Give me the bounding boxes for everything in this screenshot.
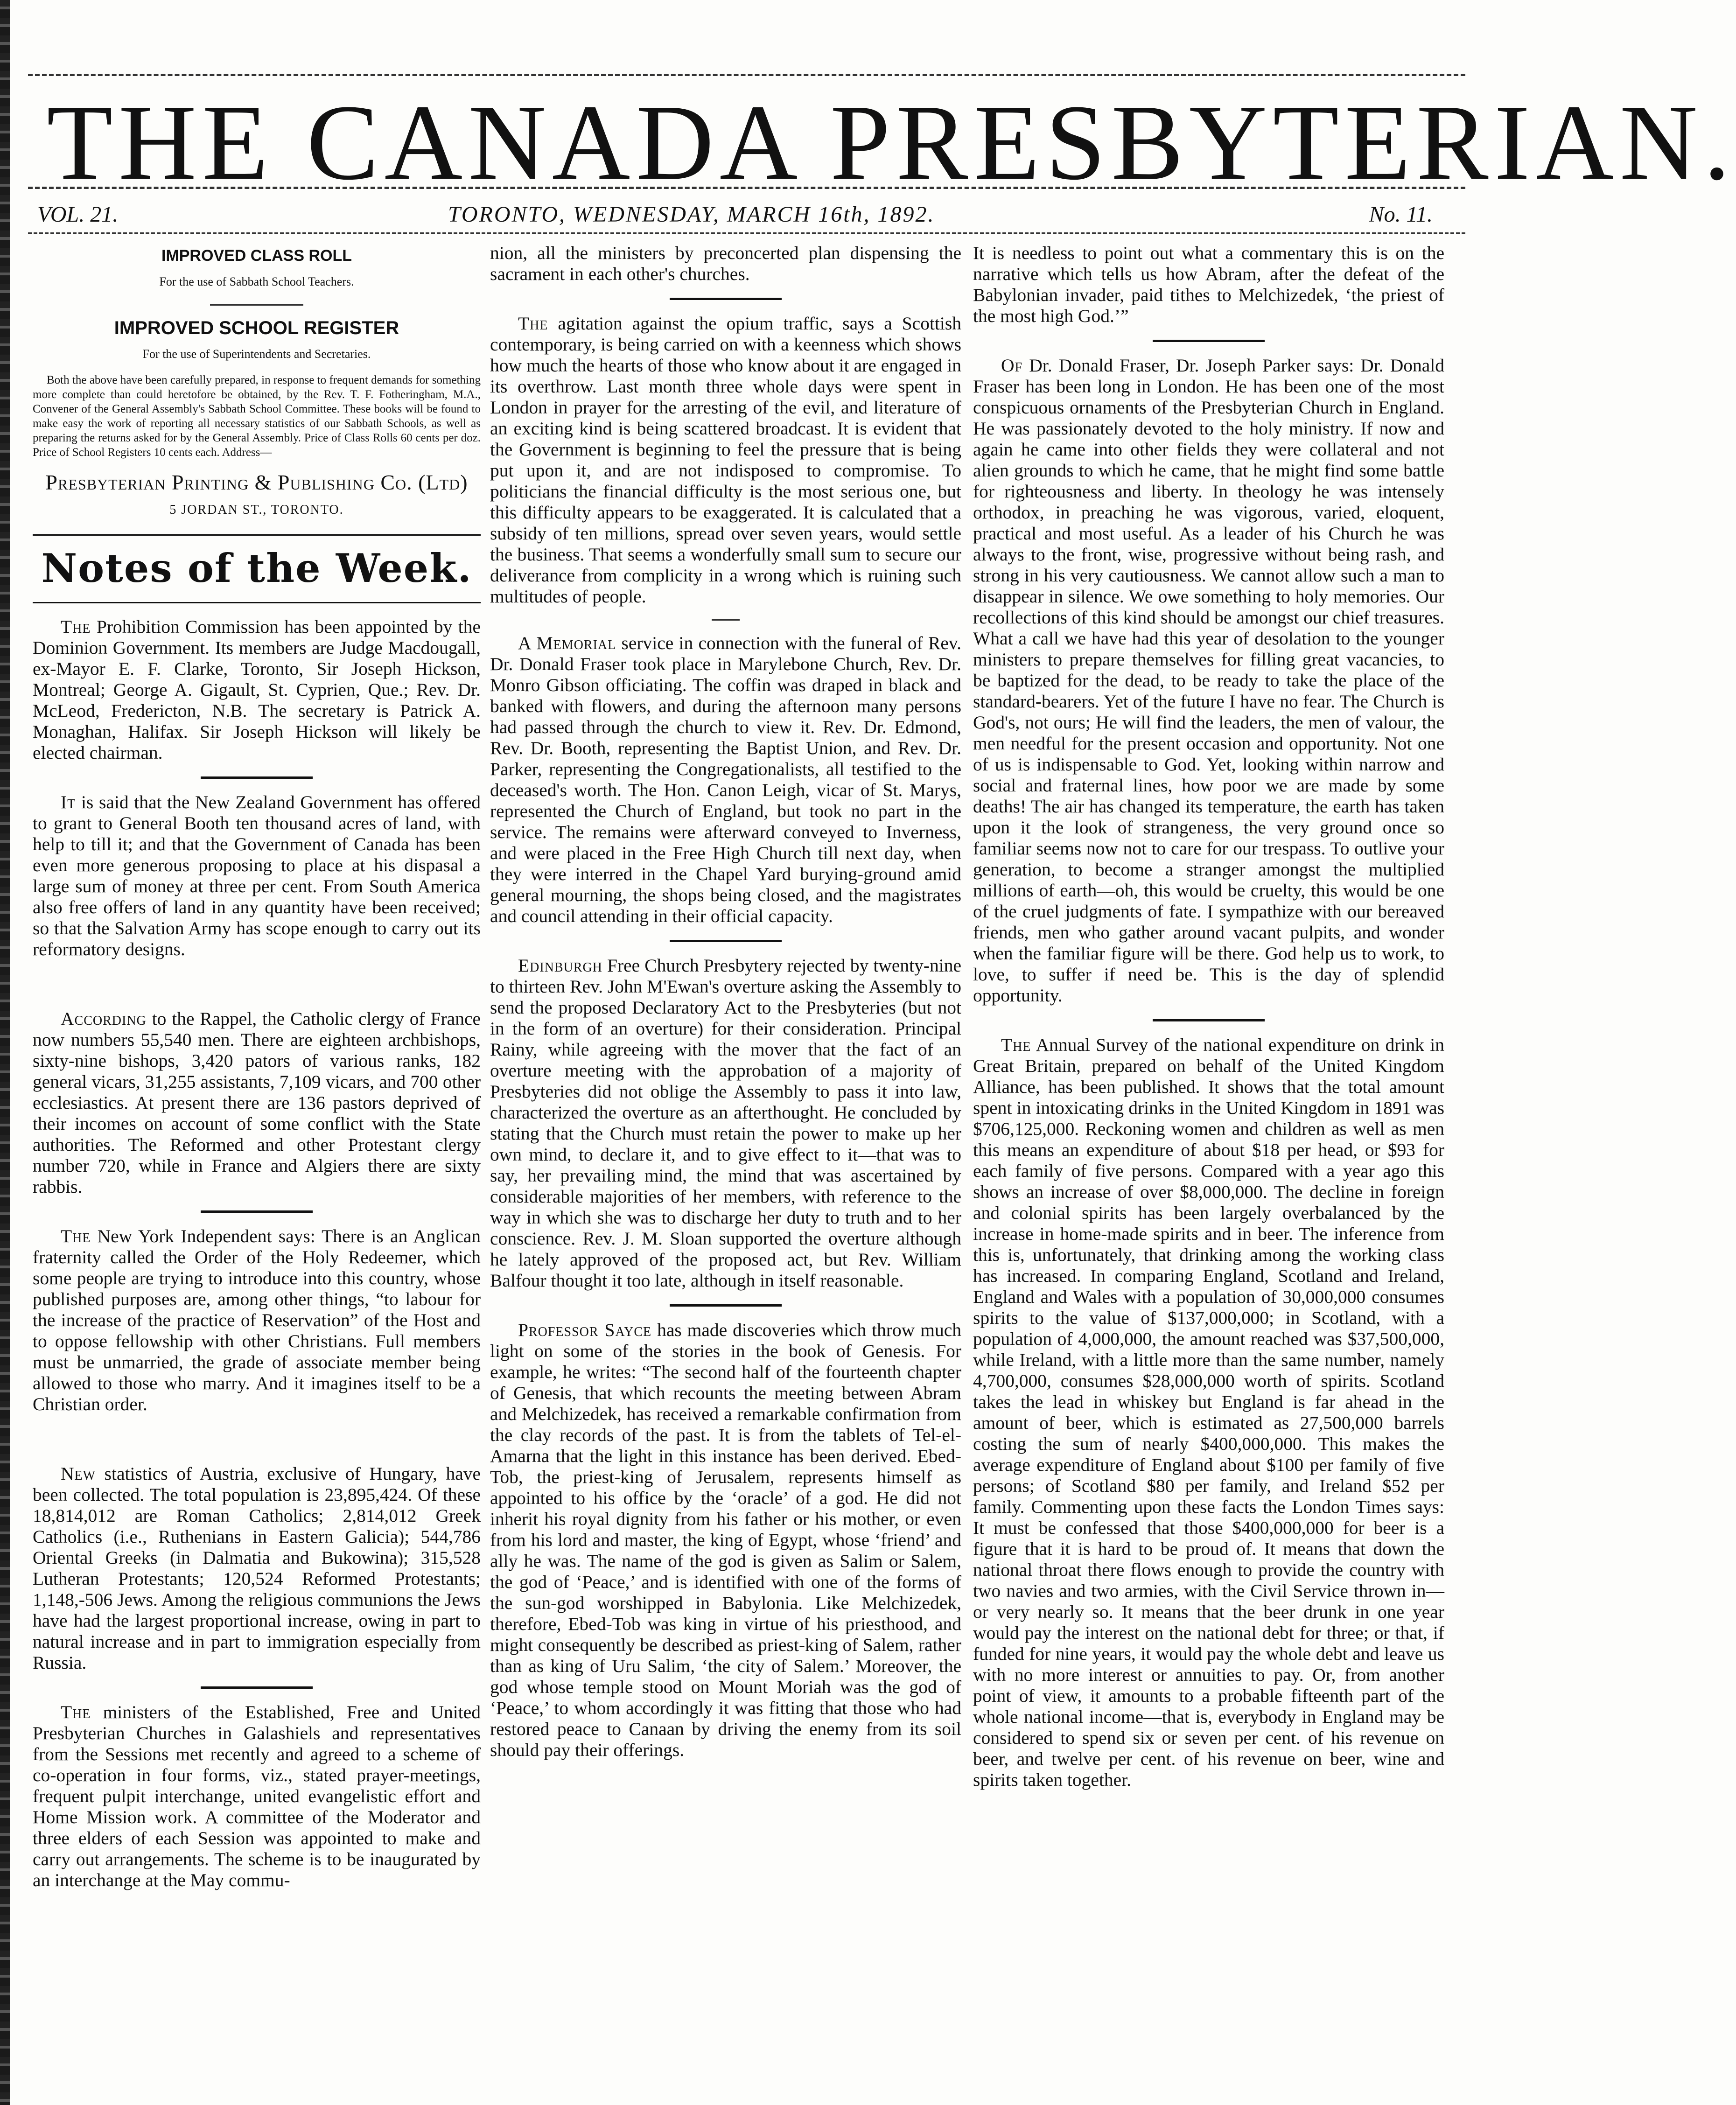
ad-rule [210,304,303,306]
article-separator [670,1304,782,1307]
column-1 [33,243,481,1891]
ad-class-roll-subtitle: For the use of Sabbath School Teachers. [159,275,354,288]
article-french-clergy: According to the Rappel, the Catholic clergy of France now numbers 55,540 men. There are eighteen archbishops, sixty-nine bishops, 3,420 pators of various ranks, 182 general vicars, 31,255 assistants, 7,109 vicars, and 700 other ecclesiastics. At present there are 136 pastors deprived of their incomes on account of some conflict with the State authorities. The Reformed and other Protestant clergy number 720, while in France and Algiers there are sixty rabbis. [33,1008,481,1197]
masthead-title: THE CANADA PRESBYTERIAN. [47,83,1736,203]
ad-register-body: Both the above have been carefully prepared, in response to frequent demands for something more complete than could heretofore be obtained, by the Rev. T. F. Fotheringham, M.A., Convener of the General Assembly's Sabbath School Committee. These books will be found to make easy the work of reporting all necessary statistics of our Sabbath Schools, as well as preparing the returns asked for by the General Assembly. Price of Class Rolls 60 cents per doz. Price of School Registers 10 cents each. Address— [33,374,481,459]
article-drink-expenditure: The Annual Survey of the national expenditure on drink in Great Britain, prepared on behalf of the United Kingdom Alliance, has been published. It shows that the total amount spent in intoxicating drinks in the United Kingdom in 1891 was $706,125,000. Reckoning women and children as well as men this means an expenditure of about $18 per head, or $93 for each family of five persons. Compared with a year ago this shows an increase of over $8,000,000. The decline in foreign and colonial spirits has been largely overbalanced by the increase in home-made spirits and in beer. The inference from this is, unfortunately, that drinking among the working class has increased. In comparing England, Scotland and Ireland, England and Wales with a population of 30,000,000 consumes spirits to the value of $137,000,000; in Scotland, with a population of 4,000,000, the amount reached was $37,500,000, while Ireland, with a little more than the same number, namely 4,700,000, consumes $28,000,000 worth of spirits. Scotland takes the lead in whiskey but England is far ahead in the amount of beer, which is estimated as 27,500,000 barrels costing the sum of nearly $400,000,000. This makes the average expenditure of England about $100 per family of five persons; of Scotland $80 per family, and Ireland $52 per family. Commenting upon these facts the London Times says: It must be confessed that those $400,000,000 for beer is a figure that it is hard to be proud of. It means that down the national throat there flows enough to provide the country with two navies and two armies, with the Civil Service thrown in—or very nearly so. It means that the beer drunk in one year would pay the interest on the national debt for three; or that, if funded for nine years, it would pay the whole debt and leave us with no more interest or annuities to pay. Or, from another point of view, it amounts to a probable fifteenth part of the whole national income—that is, everybody in England may be considered to spend six or seven per cent. of his revenue on beer, and twelve per cent. of his revenue on beer, wine and spirits taken together. [973,1035,1444,1790]
article-separator [201,1686,313,1689]
column-3 [973,243,1444,1790]
article-galashiels: The ministers of the Established, Free and United Presbyterian Churches in Galashiels and representatives from the Sessions met recently and agreed to a scheme of co-operation in four forms, viz., stated prayer-meetings, frequent pulpit interchange, united evangelistic effort and Home Mission work. A committee of the Moderator and three elders of each Session was appointed to make and carry out arrangements. The scheme is to be inaugurated by an interchange at the May commu- [33,1702,481,1890]
article-separator [712,619,740,621]
article-austria-statistics: New statistics of Austria, exclusive of Hungary, have been collected. The total population is 23,895,424. Of these 18,814,012 are Roman Catholics; 2,814,012 Greek Catholics (i.e., Ruthenians in Eastern Galicia); 544,786 Oriental Greeks (in Dalmatia and Bukowina); 315,528 Lutheran Protestants; 120,524 Reformed Protestants; 1,148,-506 Jews. Among the religious communions the Jews have had the largest proportional increase, owing in part to natural increase and in part to immigration especially from Russia. [33,1463,481,1673]
article-separator [670,298,782,300]
section-heading-rule [33,602,481,603]
publisher-address: 5 JORDAN ST., TORONTO. [169,503,344,517]
ad-class-roll-title: IMPROVED CLASS ROLL [161,247,352,265]
article-holy-redeemer: The New York Independent says: There is an Anglican fraternity called the Order of the Holy Redeemer, which some people are trying to introduce into this country, whose published purposes are, among other things, “to labour for the increase of the practice of Reservation” of the Host and to oppose fellowship with other Christians. Full members must be unmarried, the grade of associate member being allowed to those who marry. And it imagines itself to be a Christian order. [33,1226,481,1414]
section-heading: Notes of the Week. [41,545,472,591]
article-separator [670,940,782,942]
publisher-name: Presbyterian Printing & Publishing Co. (Ltd) [45,470,468,494]
article-sayce-continued: It is needless to point out what a commentary this is on the narrative which tells us how Abram, after the defeat of the Babylonian invader, paid tithes to Melchizedek, ‘the priest of the most high God.’” [973,243,1444,326]
article-prohibition-commission: The Prohibition Commission has been appointed by the Dominion Government. Its members are Judge Macdougall, ex-Mayor E. F. Clarke, Toronto, Sir Joseph Hickson, Montreal; George A. Gigault, St. Cyprien, Que.; Rev. Dr. McLeod, Fredericton, N.B. The secretary is Patrick A. Monaghan, Halifax. Sir Joseph Hickson will likely be elected chairman. [33,616,481,763]
article-separator [201,776,313,779]
article-separator [1153,340,1265,342]
article-general-booth-land: It is said that the New Zealand Government has offered to grant to General Booth ten thousand acres of land, with help to till it; and that the Government of Canada has been even more generous proposing to place at his dispasal a large sum of money at three per cent. From South America also free offers of land in any quantity have been received; so that the Salvation Army has scope enough to carry out its reformatory designs. [33,792,481,959]
volume-number: VOL. 21. [37,202,119,227]
ad-bottom-rule [33,534,481,536]
dateline-dashed-rule [28,232,1465,234]
article-galashiels-continued: nion, all the ministers by preconcerted plan dispensing the sacrament in each other's churches. [490,243,961,284]
column-2 [490,243,961,1761]
article-professor-sayce: Professor Sayce has made discoveries which throw much light on some of the stories in the book of Genesis. For example, he writes: “The second half of the fourteenth chapter of Genesis, that which recounts the meeting between Abram and Melchizedek, has received a remarkable confirmation from the clay records of the past. It is from the tablets of Tel-el-Amarna that the light in this instance has been derived. Ebed-Tob, the priest-king of Jerusalem, represents himself as appointed to his office by the ‘oracle’ of a god. He did not inherit his royal dignity from his father or his mother, or even from his lord and master, the king of Egypt, whose ‘friend’ and ally he was. The name of the god is given as Salim or Salem, the god of ‘Peace,’ and is identified with one of the forms of the sun-god worshipped in Babylonia. Like Melchizedek, therefore, Ebed-Tob was king in virtue of his priesthood, and might consequently be described as priest-king of Salem, rather than as king of Uru Salim, ‘the city of Salem.’ Moreover, the god whose temple stood on Mount Moriah was the god of ‘Peace,’ to whom accordingly it was fitting that those who had restored peace to Canaan by driving the enemy from its soil should pay their offerings. [490,1320,962,1760]
place-date: TORONTO, WEDNESDAY, MARCH 16th, 1892. [448,202,935,227]
masthead-dashed-rule [28,187,1465,189]
article-separator [1153,1019,1265,1021]
dateline [28,202,1465,230]
article-donald-fraser-parker: Of Dr. Donald Fraser, Dr. Joseph Parker says: Dr. Donald Fraser has been long in London. He has been one of the most conspicuous ornaments of the Presbyterian Church in England. He was passionately devoted to the holy ministry. If now and again he came into other fields they were collateral and not alien grounds to which he came, that he might find some battle for righteousness and liberty. In theology he was intensely orthodox, in preaching he was vigorous, varied, eloquent, practical and most useful. As a leader of his Church he was always to the front, wise, progressive without being rash, and strong in his very cautiousness. We cannot allow such a man to disappear in silence. We owe something to holy memories. Our recollections of this kind should be amongst our chief treasures. What a call we have had this year of desolation to the younger ministers to prepare themselves for filling great vacancies, to be baptized for the dead, to be ready to take the place of the standard-bearers. Yet of the future I have no fear. The Church is God's, not ours; He will find the leaders, the men of valour, the men needful for the present occasion and opportunity. Not one of us is indispensable to God. Yet, looking within narrow and social and fraternal lines, how poor we are made by some deaths! The air has changed its temperature, the earth has taken upon it the look of strangeness, the very ground once so familiar seems now not to care for our trespass. To outlive your generation, to become a stranger amongst the multiplied millions of earth—oh, this would be cruelty, this would be one of the cruel judgments of fate. I sympathize with our bereaved friends, men who gather around vacant pulpits, and wonder when the familiar figure will be there. God help us to work, to love, to suffer if need be. This is the day of splendid opportunity. [973,355,1445,1006]
article-fraser-memorial: A Memorial service in connection with the funeral of Rev. Dr. Donald Fraser took place in Marylebone Church, Rev. Dr. Monro Gibson officiating. The coffin was draped in black and banked with flowers, and during the afternoon many persons had passed through the church to view it. Rev. Dr. Edmond, Rev. Dr. Booth, representing the Baptist Union, and Rev. Dr. Parker, representing the Congregationalists, all testified to the deceased's worth. The Hon. Canon Leigh, vicar of St. Marys, represented the Church of England, but took no part in the service. The remains were afterward conveyed to Inverness, and were placed in the Free High Church till next day, when they were interred in the Chapel Yard burying-ground amid general mourning, the shops being closed, and the magistrates and council attending in their official capacity. [490,633,961,926]
ad-register-subtitle: For the use of Superintendents and Secretaries. [142,347,371,361]
issue-number: No. 11. [1369,202,1433,227]
article-separator [201,1210,313,1213]
article-opium-traffic: The agitation against the opium traffic, says a Scottish contemporary, is being carried on with a keenness which shows how much the hearts of those who know about it are engaged in its overthrow. Last month three whole days were spent in London in prayer for the arresting of the evil, and literature of an exciting kind is being scattered broadcast. It is evident that the Government is beginning to feel the pressure that is being put upon it, and are not indisposed to compromise. To politicians the financial difficulty is the most serious one, but this difficulty appears to be exaggerated. It is calculated that a subsidy of ten millions, spread over seven years, would settle the business. That seems a wonderfully small sum to secure our deliverance from complicity in a wrong which is ruining such multitudes of people. [490,313,961,607]
article-edinburgh-presbytery: Edinburgh Free Church Presbytery rejected by twenty-nine to thirteen Rev. John M'Ewan's overture asking the Assembly to send the proposed Declaratory Act to the Presbyteries (but not in the form of an overture) for their consideration. Principal Rainy, while agreeing with the mover that the fact of an overture meeting with the approbation of a majority of Presbyteries did not oblige the Assembly to pass it into law, characterized the overture as an afterthought. He concluded by stating that the Church must retain the power to make up her own mind, to declare it, and to give effect to it—that was to say, her prevailing mind, the mind that was ascertained by considerable majorities of her members, with reference to the way in which she was to discharge her duty to truth and to her conscience. Rev. J. M. Sloan supported the overture although he lately approved of the proposed act, but Rev. William Balfour thought it too late, although in itself reasonable. [490,955,961,1291]
top-dashed-rule [28,74,1465,76]
ad-register-title: IMPROVED SCHOOL REGISTER [114,318,399,338]
binding-edge [0,0,10,2105]
